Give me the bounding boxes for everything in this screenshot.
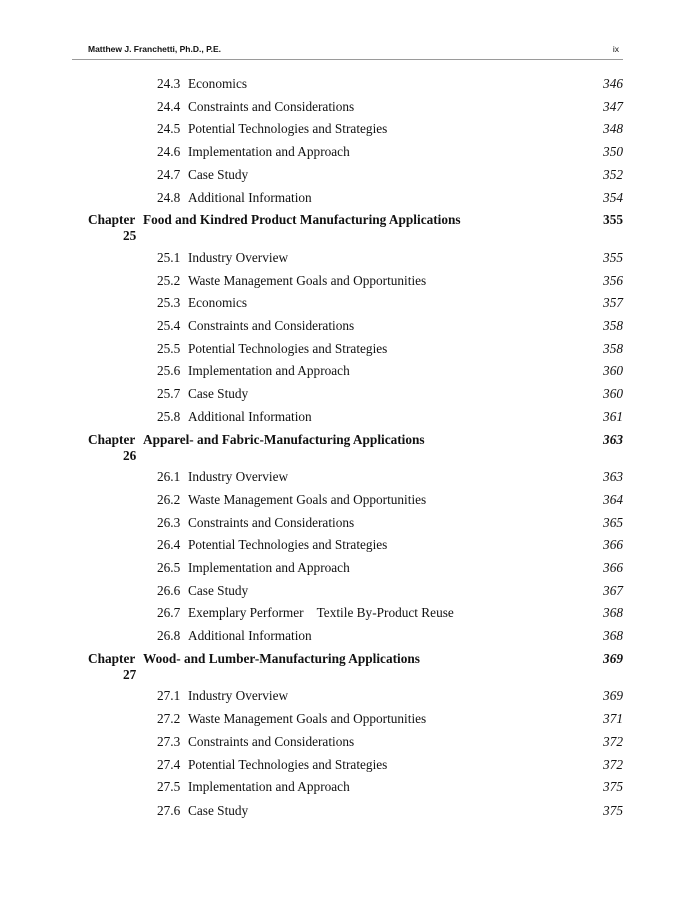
section-title: Implementation and Approach [188,779,350,794]
section-title: Additional Information [188,628,312,643]
section-number: 26.2 [157,492,181,507]
section-title: Economics [188,76,248,91]
section-number: 24.8 [157,190,181,205]
section-number: 26.8 [157,628,181,643]
section-page-number: 375 [603,803,623,818]
chapter-title: Food and Kindred Product Manufacturing Applications [143,212,461,227]
section-page-number: 367 [603,583,623,598]
section-page-number: 369 [603,688,623,703]
section-number: 26.3 [157,515,181,530]
section-number: 25.3 [157,295,181,310]
section-number: 25.7 [157,386,181,401]
section-page-number: 372 [603,734,623,749]
section-title: Constraints and Considerations [188,318,355,333]
section-page-number: 357 [603,295,623,310]
section-title: Economics [188,295,248,310]
section-page-number: 366 [603,537,623,552]
section-page-number: 366 [603,560,623,575]
section-title: Potential Technologies and Strategies [188,757,388,772]
chapter-page-number: 355 [603,212,623,227]
section-number: 26.7 [157,605,181,620]
section-title: Implementation and Approach [188,144,350,159]
section-page-number: 375 [603,779,623,794]
section-number: 26.1 [157,469,181,484]
section-page-number: 364 [603,492,623,507]
section-title: Potential Technologies and Strategies [188,537,388,552]
section-number: 25.2 [157,273,181,288]
section-title: Constraints and Considerations [188,99,355,114]
section-page-number: 356 [603,273,623,288]
section-number: 27.2 [157,711,181,726]
section-number: 26.6 [157,583,181,598]
chapter-number: 26 [123,448,137,463]
section-page-number: 368 [603,605,623,620]
section-title: Implementation and Approach [188,560,350,575]
chapter-word: Chapter [88,432,136,447]
section-page-number: 347 [603,99,623,114]
section-title: Constraints and Considerations [188,515,355,530]
section-page-number: 372 [603,757,623,772]
chapter-number: 27 [123,667,137,682]
chapter-page-number: 369 [603,651,623,666]
section-number: 25.1 [157,250,181,265]
section-title: Case Study [188,803,249,818]
section-title: Waste Management Goals and Opportunities [188,711,427,726]
section-title: Waste Management Goals and Opportunities [188,492,427,507]
header-page-number: ix [612,44,619,54]
section-number: 24.6 [157,144,181,159]
section-title: Industry Overview [188,469,289,484]
section-page-number: 355 [603,250,623,265]
section-number: 27.4 [157,757,181,772]
section-number: 24.7 [157,167,181,182]
section-number: 25.5 [157,341,181,356]
section-title: Industry Overview [188,688,289,703]
section-page-number: 354 [603,190,623,205]
section-page-number: 360 [603,386,623,401]
section-number: 24.4 [157,99,181,114]
section-title: Additional Information [188,190,312,205]
section-title: Case Study [188,386,249,401]
section-page-number: 346 [603,76,623,91]
section-number: 25.4 [157,318,181,333]
section-number: 26.5 [157,560,181,575]
section-number: 24.5 [157,121,181,136]
chapter-title: Apparel- and Fabric-Manufacturing Applications [143,432,425,447]
section-title: Case Study [188,167,249,182]
section-title: Case Study [188,583,249,598]
section-number: 24.3 [157,76,181,91]
chapter-word: Chapter [88,212,136,227]
section-title: Industry Overview [188,250,289,265]
section-page-number: 361 [603,409,623,424]
section-number: 25.6 [157,363,181,378]
header-author: Matthew J. Franchetti, Ph.D., P.E. [88,44,222,54]
section-title: Implementation and Approach [188,363,350,378]
section-page-number: 350 [603,144,623,159]
section-page-number: 348 [603,121,623,136]
section-number: 27.6 [157,803,181,818]
section-page-number: 363 [603,469,623,484]
section-number: 26.4 [157,537,181,552]
section-page-number: 358 [603,318,623,333]
section-number: 27.3 [157,734,181,749]
section-page-number: 352 [603,167,623,182]
chapter-page-number: 363 [603,432,623,447]
chapter-number: 25 [123,228,137,243]
section-title: Constraints and Considerations [188,734,355,749]
section-page-number: 360 [603,363,623,378]
section-title: Additional Information [188,409,312,424]
section-number: 25.8 [157,409,181,424]
section-page-number: 368 [603,628,623,643]
section-title: Potential Technologies and Strategies [188,341,388,356]
section-title: Exemplary Performer Textile By-Product Reuse [188,605,454,620]
chapter-title: Wood- and Lumber-Manufacturing Applications [143,651,420,666]
chapter-word: Chapter [88,651,136,666]
section-page-number: 371 [603,711,623,726]
section-title: Waste Management Goals and Opportunities [188,273,427,288]
section-number: 27.5 [157,779,181,794]
section-title: Potential Technologies and Strategies [188,121,388,136]
section-page-number: 365 [603,515,623,530]
section-page-number: 358 [603,341,623,356]
section-number: 27.1 [157,688,181,703]
